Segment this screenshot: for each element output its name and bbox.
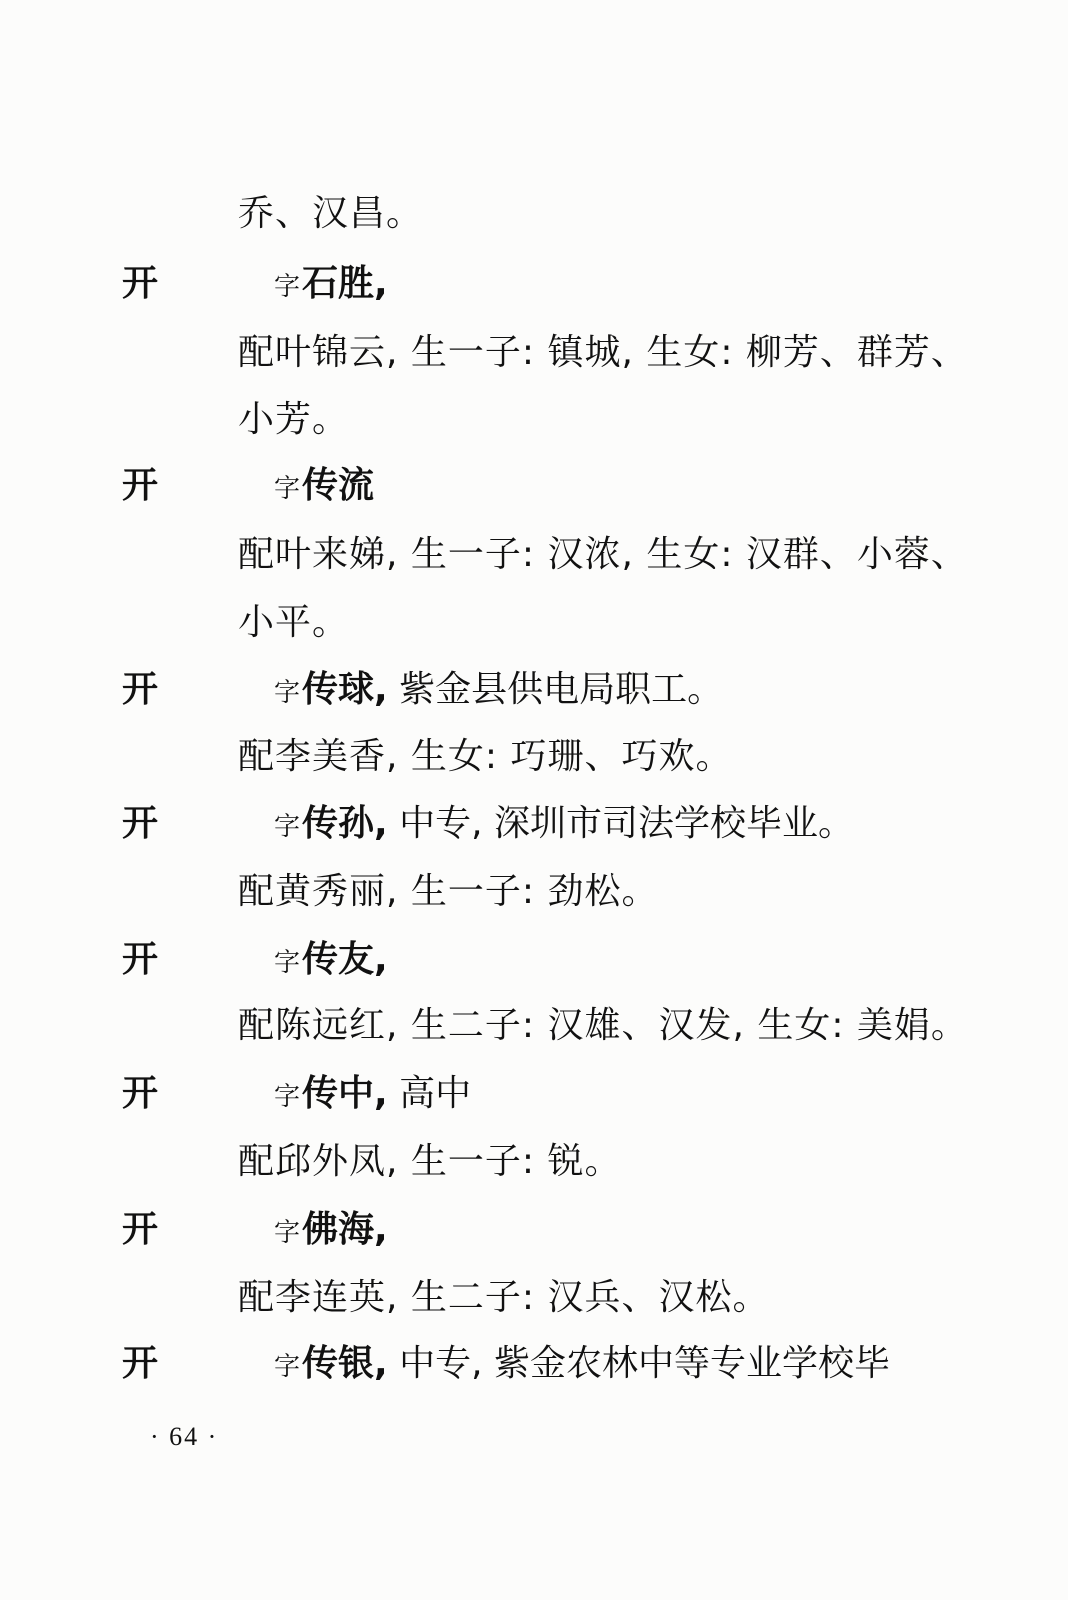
spouse-line-continued: 小平。 — [238, 602, 350, 643]
person-name: 传友, — [302, 939, 388, 980]
entry-note: 紫金县供电局职工。 — [387, 669, 724, 710]
spouse-line: 配邱外凤, 生一子: 锐。 — [238, 1141, 622, 1182]
generation-mark: 开 — [122, 669, 159, 710]
generation-mark: 开 — [122, 939, 159, 980]
person-name: 传流 — [302, 465, 375, 506]
spouse-line: 配陈远红, 生二子: 汉雄、汉发, 生女: 美娟。 — [238, 1005, 968, 1046]
generation-mark: 开 — [122, 1209, 159, 1250]
entry-heading — [274, 1072, 471, 1119]
zi-label: 字 — [274, 812, 301, 842]
entry-heading — [274, 938, 388, 985]
zi-label: 字 — [274, 1082, 301, 1112]
entry-heading — [274, 464, 374, 511]
zi-label: 字 — [274, 474, 301, 504]
generation-mark: 开 — [122, 465, 159, 506]
generation-mark: 开 — [122, 1343, 159, 1384]
entry-heading — [274, 802, 854, 849]
continuation-line: 乔、汉昌。 — [238, 193, 424, 234]
page-number: · 64 · — [150, 1422, 219, 1451]
generation-mark: 开 — [122, 1073, 159, 1114]
spouse-line: 配叶来娣, 生一子: 汉浓, 生女: 汉群、小蓉、 — [238, 534, 968, 575]
spouse-line: 配李连英, 生二子: 汉兵、汉松。 — [238, 1277, 770, 1318]
person-name: 传中, — [302, 1073, 388, 1114]
zi-label: 字 — [274, 678, 301, 708]
entry-note: 中专, 紫金农林中等专业学校毕 — [387, 1343, 891, 1384]
entry-heading — [274, 668, 723, 715]
spouse-line: 配黄秀丽, 生一子: 劲松。 — [238, 871, 659, 912]
entry-heading — [274, 1342, 890, 1389]
generation-mark: 开 — [122, 263, 159, 304]
zi-label: 字 — [274, 1218, 301, 1248]
generation-mark: 开 — [122, 803, 159, 844]
spouse-line: 配叶锦云, 生一子: 镇城, 生女: 柳芳、群芳、 — [238, 332, 968, 373]
spouse-line: 配李美香, 生女: 巧珊、巧欢。 — [238, 736, 733, 777]
entry-heading — [274, 262, 388, 309]
entry-heading — [274, 1208, 388, 1255]
person-name: 佛海, — [302, 1209, 388, 1250]
zi-label: 字 — [274, 272, 301, 302]
person-name: 传孙, — [302, 803, 388, 844]
entry-note: 高中 — [387, 1073, 472, 1114]
zi-label: 字 — [274, 948, 301, 978]
spouse-line-continued: 小芳。 — [238, 399, 350, 440]
zi-label: 字 — [274, 1352, 301, 1382]
person-name: 石胜, — [302, 263, 388, 304]
entry-note: 中专, 深圳市司法学校毕业。 — [387, 803, 855, 844]
person-name: 传银, — [302, 1343, 388, 1384]
person-name: 传球, — [302, 669, 388, 710]
